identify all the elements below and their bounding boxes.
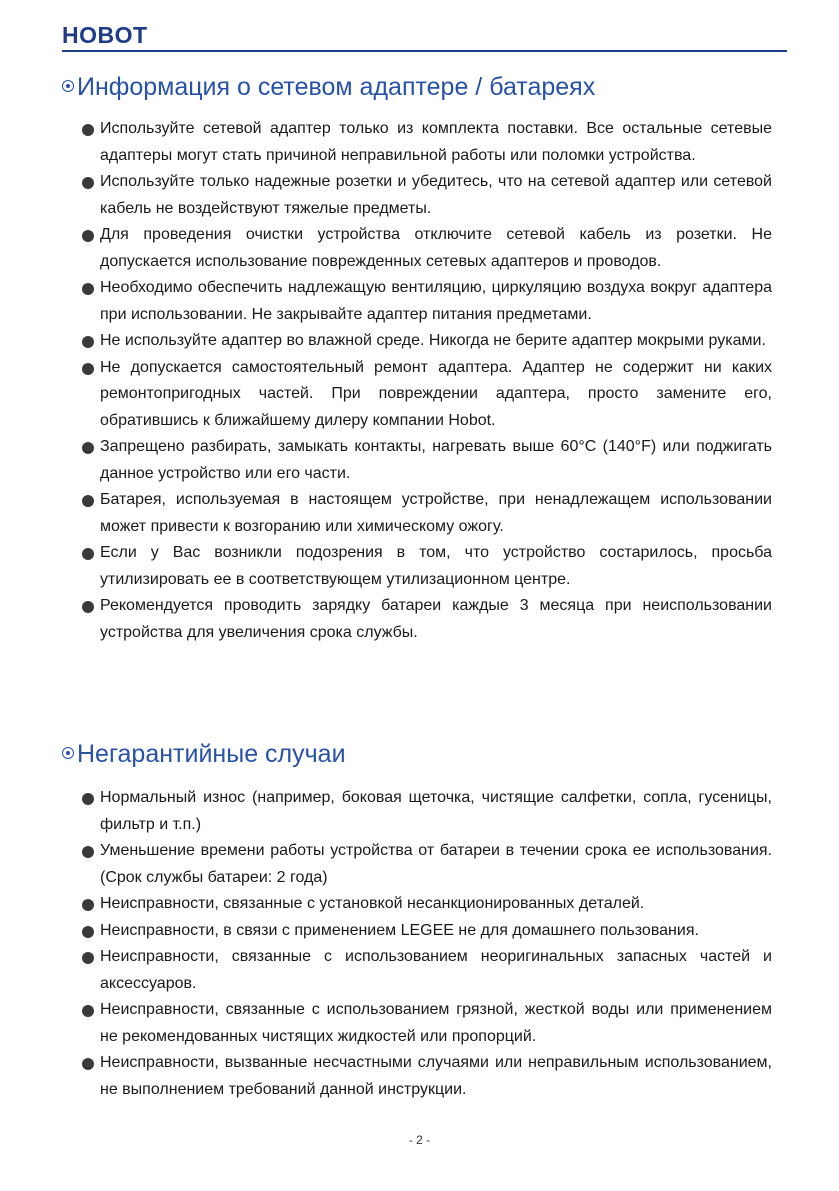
section-title-non-warranty: [62, 740, 346, 769]
list-item: Уменьшение времени работы устройства от батареи в течении срока ее использования. (Срок службы батареи: 2 года): [82, 838, 772, 891]
page-number: - 2 -: [408, 1133, 431, 1147]
list-item: Если у Вас возникли подозрения в том, что устройство состарилось, просьба утилизировать ее в соответствующем утилизационном центре.: [82, 540, 772, 593]
bullet-icon: [82, 601, 94, 613]
list-item: Неисправности, связанные с использованием неоригинальных запасных частей и аксессуаров.: [82, 944, 772, 997]
list-item: Не используйте адаптер во влажной среде. Никогда не берите адаптер мокрыми руками.: [82, 328, 772, 355]
bullet-icon: [82, 177, 94, 189]
bullet-icon: [82, 442, 94, 454]
bullet-icon: [82, 548, 94, 560]
list-item: Для проведения очистки устройства отключите сетевой кабель из розетки. Не допускается использование поврежденных сетевых адаптеров и проводов.: [82, 222, 772, 275]
list-item: Батарея, используемая в настоящем устройстве, при ненадлежащем использовании может привести к возгоранию или химическому ожогу.: [82, 487, 772, 540]
list-item: Неисправности, связанные с использованием грязной, жесткой воды или применением не рекомендованных чистящих жидкостей или пропорций.: [82, 997, 772, 1050]
bullet-icon: [82, 952, 94, 964]
section-title-text: Негарантийные случаи: [77, 740, 346, 768]
bullet-icon: [82, 793, 94, 805]
non-warranty-list: [82, 785, 772, 1103]
bullet-icon: [82, 495, 94, 507]
section-title-text: Информация о сетевом адаптере / батареях: [77, 73, 596, 101]
bullet-icon: [82, 1005, 94, 1017]
bullet-icon: [82, 230, 94, 242]
bullet-icon: [82, 124, 94, 136]
list-item: Используйте только надежные розетки и убедитесь, что на сетевой адаптер или сетевой кабель не воздействуют тяжелые предметы.: [82, 169, 772, 222]
brand-logo: HOBOT: [62, 22, 148, 48]
bullet-icon: [82, 899, 94, 911]
list-item: Неисправности, в связи с применением LEGEE не для домашнего пользования.: [82, 918, 772, 945]
list-item: Используйте сетевой адаптер только из комплекта поставки. Все остальные сетевые адаптеры могут стать причиной неправильной работы или поломки устройства.: [82, 116, 772, 169]
list-item: Неисправности, вызванные несчастными случаями или неправильным использованием, не выполнением требований данной инструкции.: [82, 1050, 772, 1103]
bullet-icon: [82, 926, 94, 938]
page-header: [62, 22, 787, 52]
bullet-icon: [82, 283, 94, 295]
list-item: Не допускается самостоятельный ремонт адаптера. Адаптер не содержит ни каких ремонтопригодных частей. При повреждении адаптера, просто замените его, обратившись к ближайшему дилеру компании Hobot.: [82, 355, 772, 435]
list-item: Нормальный износ (например, боковая щеточка, чистящие салфетки, сопла, гусеницы, фильтр и т.п.): [82, 785, 772, 838]
list-item: Неисправности, связанные с установкой несанкционированных деталей.: [82, 891, 772, 918]
bullet-icon: [82, 363, 94, 375]
bullet-icon: [82, 1058, 94, 1070]
adapter-battery-list: [82, 116, 772, 646]
section-marker-icon: [62, 747, 74, 759]
list-item: Запрещено разбирать, замыкать контакты, нагревать выше 60°С (140°F) или поджигать данное устройство или его части.: [82, 434, 772, 487]
bullet-icon: [82, 846, 94, 858]
list-item: Рекомендуется проводить зарядку батареи каждые 3 месяца при неиспользовании устройства для увеличения срока службы.: [82, 593, 772, 646]
list-item: Необходимо обеспечить надлежащую вентиляцию, циркуляцию воздуха вокруг адаптера при использовании. Не закрывайте адаптер питания предметами.: [82, 275, 772, 328]
bullet-icon: [82, 336, 94, 348]
section-marker-icon: [62, 80, 74, 92]
section-title-adapter: [62, 73, 595, 102]
